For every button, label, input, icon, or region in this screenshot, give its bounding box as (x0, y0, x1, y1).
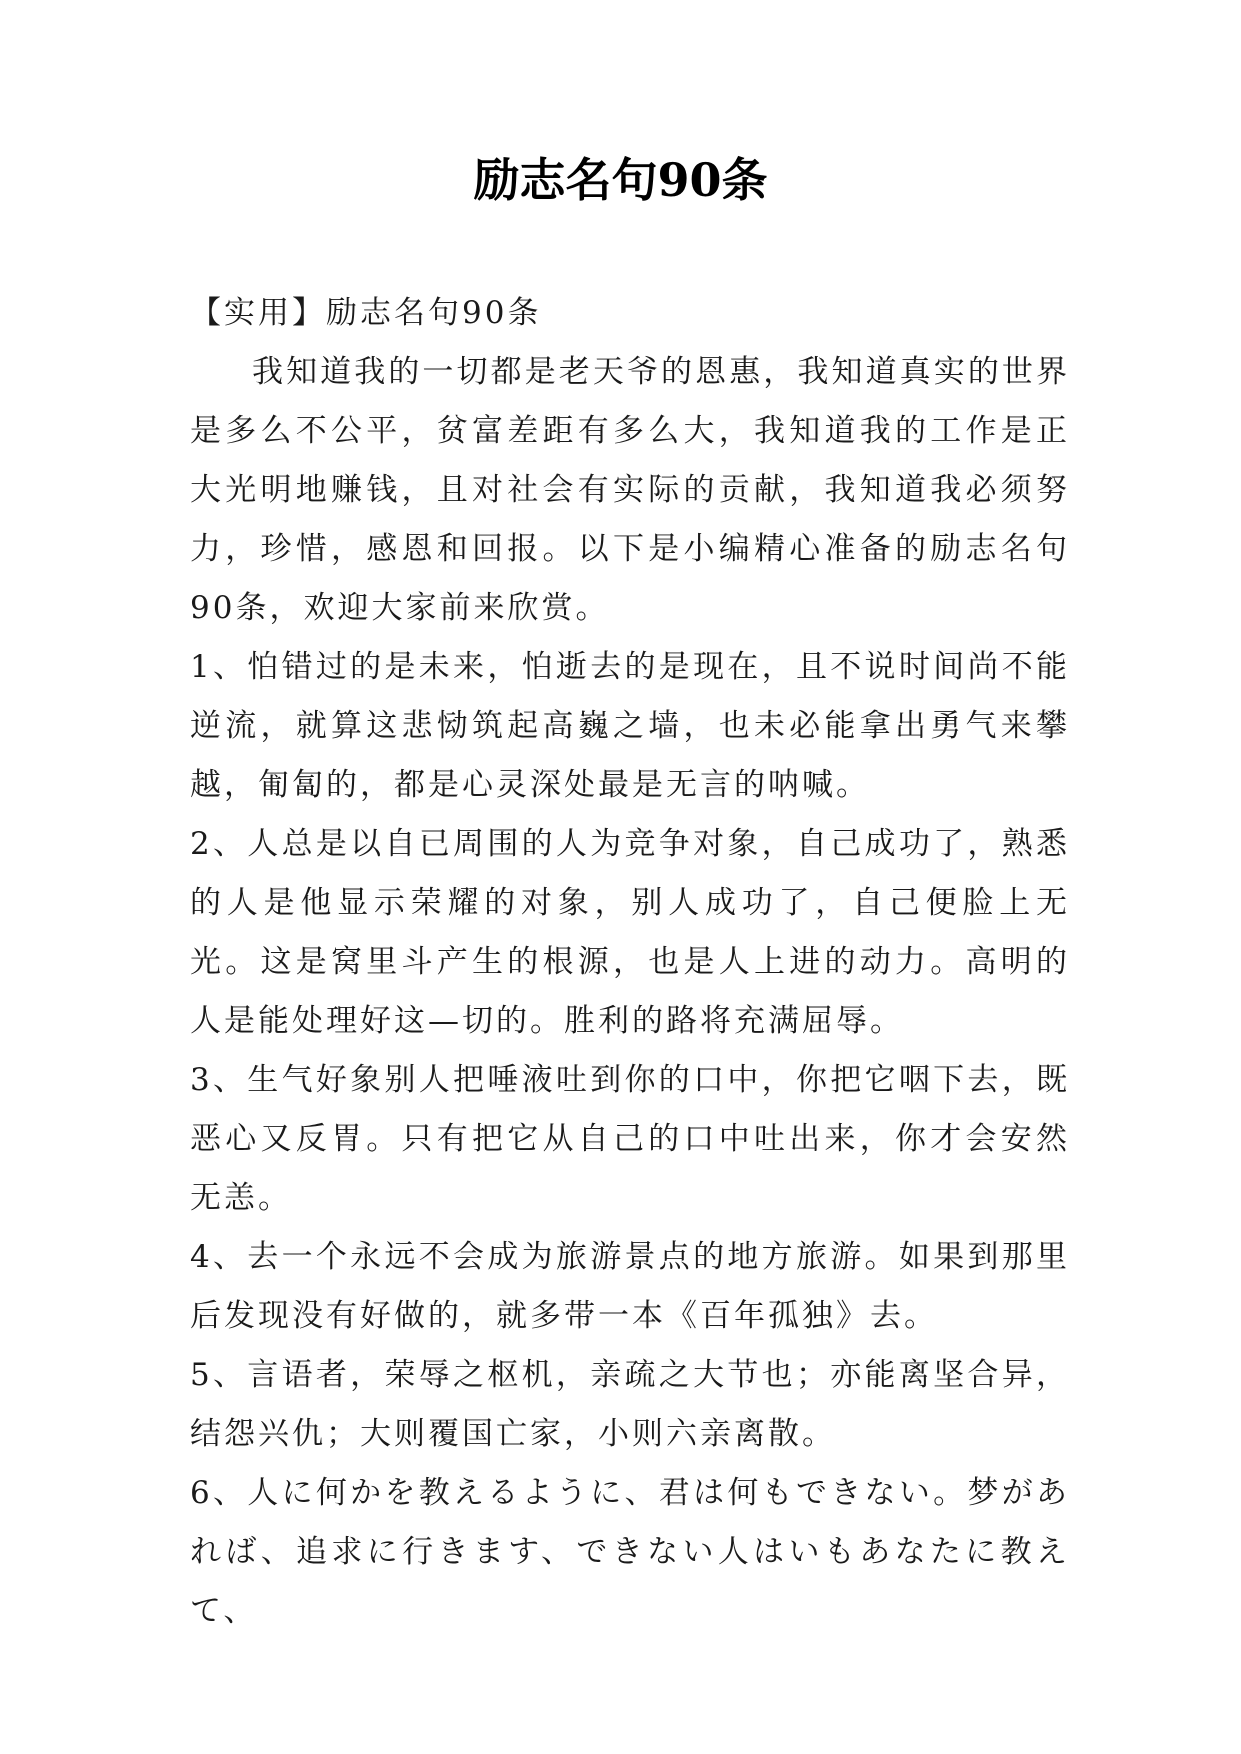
document-body (190, 284, 1070, 1641)
quote-item-5: 5、言语者，荣辱之枢机，亲疏之大节也；亦能离坚合异，结怨兴仇；大则覆国亡家，小则六亲离散。 (190, 1357, 1070, 1452)
quote-item-2: 2、人总是以自已周围的人为竞争对象，自己成功了，熟悉的人是他显示荣耀的对象，别人成功了，自己便脸上无光。这是窝里斗产生的根源，也是人上进的动力。高明的人是能处理好这—切的。胜利的路将充满屈辱。 (190, 826, 1070, 1039)
document-title: 励志名句90条 (473, 153, 768, 207)
quote-item-6: 6、人に何かを教えるように、君は何もできない。梦があれば、追求に行きます、できない人はいもあなたに教えて、 (190, 1475, 1070, 1629)
document-subtitle: 【实用】励志名句90条 (190, 295, 542, 331)
quote-item-3: 3、生气好象别人把唾液吐到你的口中，你把它咽下去，既恶心又反胃。只有把它从自己的口中吐出来，你才会安然无恙。 (190, 1062, 1070, 1216)
quote-item-1: 1、怕错过的是未来，怕逝去的是现在，且不说时间尚不能逆流，就算这悲恸筑起高巍之墙，也未必能拿出勇气来攀越，匍匐的，都是心灵深处最是无言的呐喊。 (190, 649, 1070, 803)
intro-paragraph: 我知道我的一切都是老天爷的恩惠，我知道真实的世界是多么不公平，贫富差距有多么大，我知道我的工作是正大光明地赚钱，且对社会有实际的贡献，我知道我必须努力，珍惜，感恩和回报。以下是小编精心准备的励志名句90条，欢迎大家前来欣赏。 (190, 354, 1070, 626)
quote-item-4: 4、去一个永远不会成为旅游景点的地方旅游。如果到那里后发现没有好做的，就多带一本《百年孤独》去。 (190, 1239, 1070, 1334)
